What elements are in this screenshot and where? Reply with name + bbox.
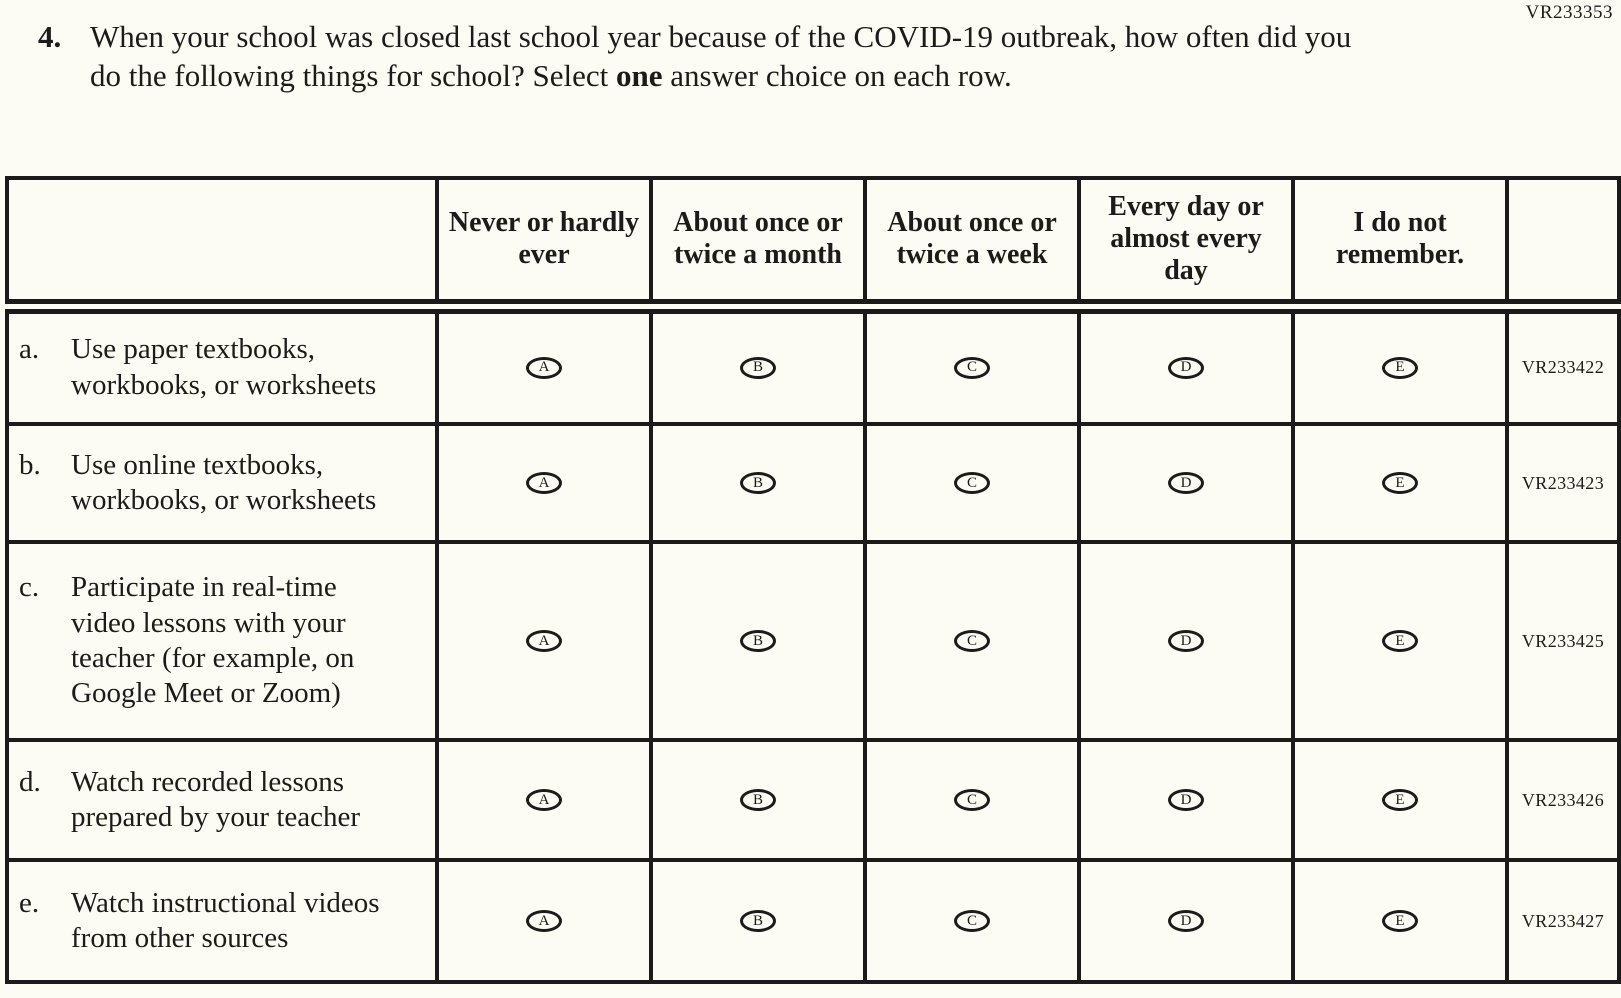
item-cell bbox=[7, 424, 437, 542]
item-cell bbox=[7, 306, 437, 424]
answer-bubble-e[interactable]: E bbox=[1382, 472, 1418, 494]
option-cell-a bbox=[437, 740, 651, 860]
option-cell-d bbox=[1079, 860, 1293, 982]
answer-bubble-b[interactable]: B bbox=[740, 472, 776, 494]
option-cell-a bbox=[437, 542, 651, 740]
answer-bubble-d[interactable]: D bbox=[1168, 910, 1204, 932]
item-cell bbox=[7, 542, 437, 740]
item-text: Use paper textbooks, workbooks, or worksheets bbox=[71, 333, 377, 401]
option-cell-a bbox=[437, 306, 651, 424]
table-body bbox=[7, 306, 1619, 982]
option-cell-e bbox=[1293, 424, 1507, 542]
header-once-twice-month: About once or twice a month bbox=[651, 178, 865, 306]
answer-bubble-b[interactable]: B bbox=[740, 910, 776, 932]
row-code: VR233426 bbox=[1507, 740, 1619, 860]
answer-bubble-c[interactable]: C bbox=[954, 910, 990, 932]
answer-bubble-b[interactable]: B bbox=[740, 357, 776, 379]
answer-bubble-a[interactable]: A bbox=[526, 910, 562, 932]
answer-bubble-b[interactable]: B bbox=[740, 789, 776, 811]
answer-bubble-b[interactable]: B bbox=[740, 630, 776, 652]
header-every-day: Every day or almost every day bbox=[1079, 178, 1293, 306]
row-code: VR233423 bbox=[1507, 424, 1619, 542]
question-text-after: answer choice on each row. bbox=[662, 58, 1012, 94]
answer-bubble-e[interactable]: E bbox=[1382, 789, 1418, 811]
item-text: Watch recorded lessons prepared by your teacher bbox=[71, 765, 361, 833]
table-row bbox=[7, 542, 1619, 740]
option-cell-c bbox=[865, 860, 1079, 982]
item-cell bbox=[7, 860, 437, 982]
item-letter: e. bbox=[19, 886, 40, 919]
option-cell-c bbox=[865, 542, 1079, 740]
option-cell-e bbox=[1293, 740, 1507, 860]
item-letter: a. bbox=[19, 333, 40, 366]
item-cell bbox=[7, 740, 437, 860]
item-letter: d. bbox=[19, 765, 41, 798]
option-cell-e bbox=[1293, 306, 1507, 424]
row-code: VR233425 bbox=[1507, 542, 1619, 740]
question-text bbox=[90, 17, 1375, 95]
option-cell-b bbox=[651, 740, 865, 860]
item-letter: c. bbox=[19, 571, 40, 604]
item-text: Watch instructional videos from other sources bbox=[71, 886, 380, 954]
answer-bubble-d[interactable]: D bbox=[1168, 472, 1204, 494]
option-cell-a bbox=[437, 424, 651, 542]
option-cell-c bbox=[865, 740, 1079, 860]
option-cell-c bbox=[865, 424, 1079, 542]
option-cell-d bbox=[1079, 306, 1293, 424]
answer-bubble-c[interactable]: C bbox=[954, 789, 990, 811]
answer-bubble-a[interactable]: A bbox=[526, 789, 562, 811]
question-block bbox=[0, 0, 1621, 95]
question-text-before: When your school was closed last school year because of the COVID-19 outbreak, how often did you do the following things for school? Select bbox=[90, 19, 1352, 94]
response-grid bbox=[5, 176, 1621, 984]
answer-bubble-e[interactable]: E bbox=[1382, 630, 1418, 652]
header-once-twice-week: About once or twice a week bbox=[865, 178, 1079, 306]
option-cell-b bbox=[651, 542, 865, 740]
item-text: Participate in real-time video lessons with your teacher (for example, on Google Meet or Zoom) bbox=[71, 571, 355, 710]
page-code: VR233353 bbox=[1525, 2, 1613, 23]
answer-bubble-d[interactable]: D bbox=[1168, 630, 1204, 652]
row-code: VR233427 bbox=[1507, 860, 1619, 982]
answer-bubble-e[interactable]: E bbox=[1382, 357, 1418, 379]
option-cell-c bbox=[865, 306, 1079, 424]
answer-bubble-d[interactable]: D bbox=[1168, 789, 1204, 811]
answer-bubble-e[interactable]: E bbox=[1382, 910, 1418, 932]
row-code: VR233422 bbox=[1507, 306, 1619, 424]
table-row bbox=[7, 740, 1619, 860]
option-cell-a bbox=[437, 860, 651, 982]
table-row bbox=[7, 306, 1619, 424]
option-cell-d bbox=[1079, 542, 1293, 740]
item-letter: b. bbox=[19, 448, 41, 481]
option-cell-b bbox=[651, 424, 865, 542]
option-cell-b bbox=[651, 306, 865, 424]
answer-bubble-a[interactable]: A bbox=[526, 472, 562, 494]
header-row bbox=[7, 178, 1619, 306]
option-cell-e bbox=[1293, 542, 1507, 740]
answer-bubble-c[interactable]: C bbox=[954, 472, 990, 494]
option-cell-d bbox=[1079, 740, 1293, 860]
option-cell-b bbox=[651, 860, 865, 982]
header-code-blank bbox=[1507, 178, 1619, 306]
question-text-bold: one bbox=[616, 58, 663, 94]
option-cell-d bbox=[1079, 424, 1293, 542]
question-number: 4. bbox=[38, 19, 62, 54]
answer-bubble-a[interactable]: A bbox=[526, 630, 562, 652]
header-item-blank bbox=[7, 178, 437, 306]
header-do-not-remember: I do not remember. bbox=[1293, 178, 1507, 306]
option-cell-e bbox=[1293, 860, 1507, 982]
answer-bubble-c[interactable]: C bbox=[954, 630, 990, 652]
answer-bubble-d[interactable]: D bbox=[1168, 357, 1204, 379]
item-text: Use online textbooks, workbooks, or worksheets bbox=[71, 448, 377, 516]
answer-bubble-c[interactable]: C bbox=[954, 357, 990, 379]
answer-bubble-a[interactable]: A bbox=[526, 357, 562, 379]
table-row bbox=[7, 424, 1619, 542]
header-never-or-hardly-ever: Never or hardly ever bbox=[437, 178, 651, 306]
table-row bbox=[7, 860, 1619, 982]
